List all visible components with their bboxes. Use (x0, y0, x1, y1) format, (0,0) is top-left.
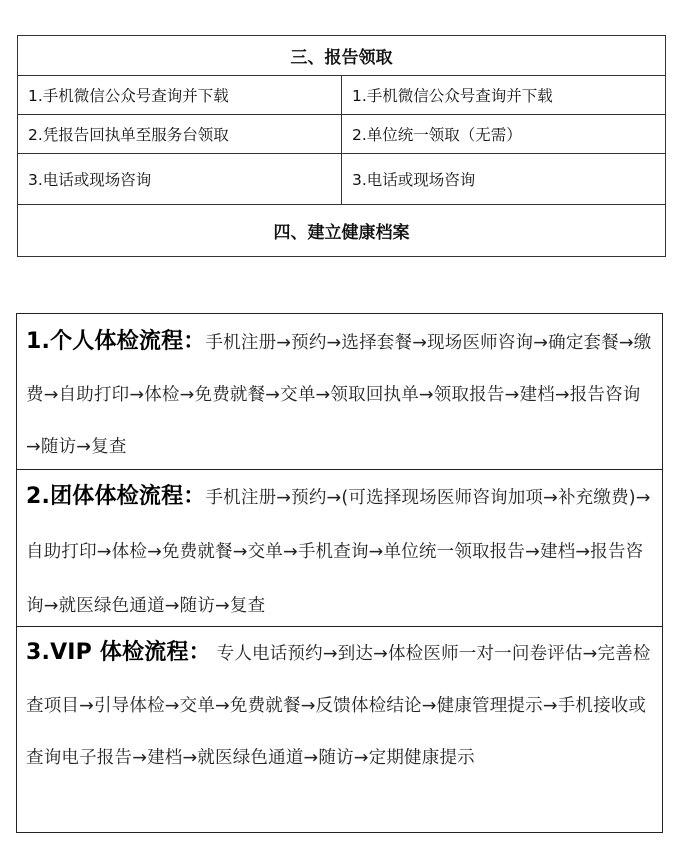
group-process-title: 2.团体体检流程： (26, 484, 206, 509)
group-process-steps: 手机注册→预约→(可选择现场医师咨询加项→补充缴费)→自助打印→体检→免费就餐→交单→手机查询→单位统一领取报告→建档→报告咨询→就医绿色通道→随访→复查 (26, 488, 651, 616)
table-header-row (18, 36, 666, 76)
individual-process-title: 1.个人体检流程： (26, 329, 206, 354)
table-cell-right: 2.单位统一领取（无需） (342, 115, 666, 154)
vip-process-section (17, 626, 662, 834)
table-cell-left: 3.电话或现场咨询 (18, 154, 342, 205)
table-cell-left: 2.凭报告回执单至服务台领取 (18, 115, 342, 154)
vip-process-title: 3.VIP 体检流程： (26, 640, 211, 665)
vip-process-steps: 专人电话预约→到达→体检医师一对一问卷评估→完善检查项目→引导体检→交单→免费就餐→反馈体检结论→健康管理提示→手机接收或查询电子报告→建档→就医绿色通道→随访→定期健康提示 (26, 644, 651, 768)
group-process-section (17, 469, 662, 626)
section-4-title: 四、建立健康档案 (18, 205, 666, 257)
table-row (18, 115, 666, 154)
report-collection-table (17, 35, 666, 257)
checkup-process-box (16, 313, 663, 833)
table-row (18, 154, 666, 205)
individual-process-steps: 手机注册→预约→选择套餐→现场医师咨询→确定套餐→缴费→自助打印→体检→免费就餐→交单→领取回执单→领取报告→建档→报告咨询→随访→复查 (26, 333, 652, 457)
individual-process-section (17, 314, 662, 469)
table-row (18, 76, 666, 115)
table-cell-left: 1.手机微信公众号查询并下载 (18, 76, 342, 115)
table-cell-right: 1.手机微信公众号查询并下载 (342, 76, 666, 115)
table-cell-right: 3.电话或现场咨询 (342, 154, 666, 205)
table-header-row (18, 205, 666, 257)
section-3-title: 三、报告领取 (18, 36, 666, 76)
